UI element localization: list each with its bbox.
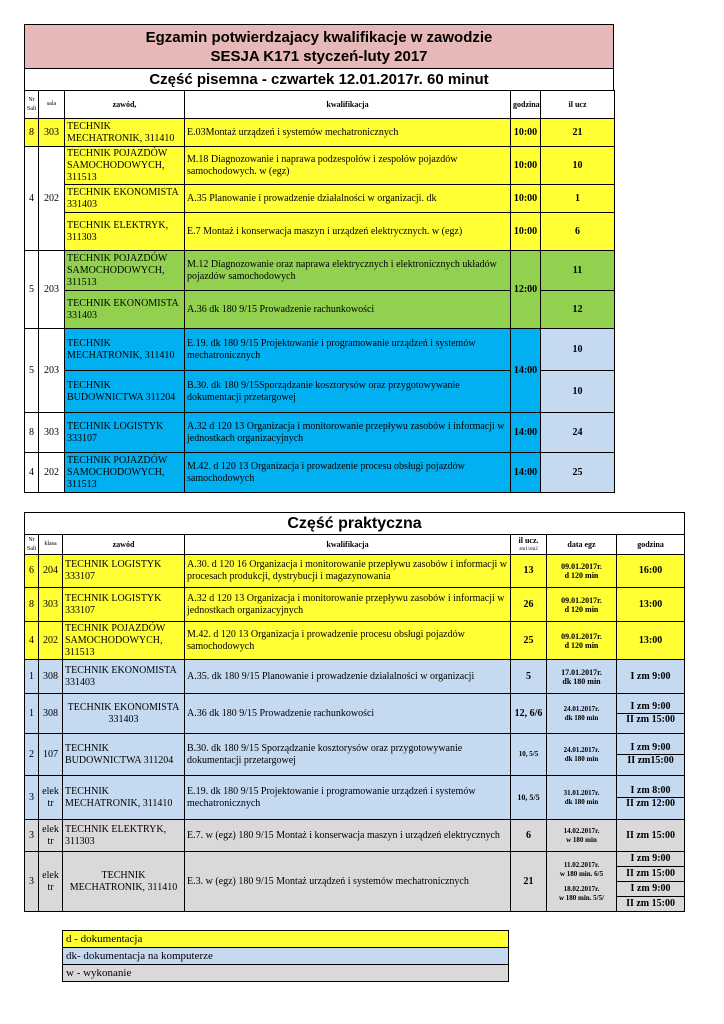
practical-table bbox=[24, 512, 685, 912]
klasa: 202 bbox=[39, 622, 63, 660]
data-egz-duration: dk 180 min bbox=[564, 713, 599, 722]
zawod: TECHNIK MECHATRONIK, 311410 bbox=[65, 329, 185, 371]
godzina: 10:00 bbox=[511, 213, 541, 251]
kwalifikacja: E.19. dk 180 9/15 Projektowanie i programowanie urządzeń i systemów mechatronicznych bbox=[185, 776, 511, 820]
godzina: 12:00 bbox=[511, 251, 541, 329]
zawod: TECHNIK BUDOWNICTWA 311204 bbox=[65, 371, 185, 413]
kwalifikacja: A.35. dk 180 9/15 Planowanie i prowadzenie działalności w organizacji bbox=[185, 660, 511, 694]
il-ucz: 10 bbox=[541, 147, 615, 185]
nr-sali: 1 bbox=[25, 694, 39, 734]
data-egz: 17.01.2017r. bbox=[561, 667, 602, 677]
kwalifikacja: B.30. dk 180 9/15 Sporządzanie kosztorysów oraz przygotowywanie dokumentacji przetargowej bbox=[185, 734, 511, 776]
godzina: 10:00 bbox=[511, 185, 541, 213]
godzina-zm1: I zm 8:00 bbox=[630, 785, 671, 796]
klasa: elektr bbox=[39, 820, 63, 852]
data-egz: 18.02.2017r. bbox=[563, 884, 600, 893]
sala: 202 bbox=[39, 147, 65, 251]
zawod: TECHNIK POJAZDÓW SAMOCHODOWYCH, 311513 bbox=[65, 147, 185, 185]
nr-sali: 5 bbox=[25, 251, 39, 329]
kwalifikacja: A.30. d 120 16 Organizacja i monitorowanie przepływu zasobów i informacji w procesach produkcji, dystrybucji i magazynowania bbox=[185, 555, 511, 588]
il-ucz: 11 bbox=[541, 251, 615, 291]
data-egz: 09.01.2017r. bbox=[561, 595, 602, 605]
legend bbox=[62, 930, 509, 982]
kwalifikacja: A.36 dk 180 9/15 Prowadzenie rachunkowości bbox=[185, 291, 511, 329]
data-egz-duration: w 180 min bbox=[566, 835, 597, 844]
practical-title: Część praktyczna bbox=[25, 513, 685, 535]
il-ucz: 12 bbox=[541, 291, 615, 329]
il-ucz: 1 bbox=[541, 185, 615, 213]
zawod: TECHNIK ELEKTRYK, 311303 bbox=[63, 820, 185, 852]
table-row bbox=[25, 147, 615, 185]
godzina: I zm 9:00 bbox=[617, 660, 685, 694]
godzina-zm2: II zm15:00 bbox=[617, 754, 684, 767]
kwalifikacja: B.30. dk 180 9/15Sporządzanie kosztorysów oraz przygotowywanie dokumentacji przetargowej bbox=[185, 371, 511, 413]
table-row bbox=[25, 251, 615, 291]
col-zawod: zawód bbox=[63, 535, 185, 555]
il-ucz: 21 bbox=[511, 852, 547, 912]
kwalifikacja: E.7. w (egz) 180 9/15 Montaż i konserwacja maszyn i urządzeń elektrycznych bbox=[185, 820, 511, 852]
nr-sali: 3 bbox=[25, 820, 39, 852]
table-row bbox=[25, 185, 615, 213]
written-title: Część pisemna - czwartek 12.01.2017r. 60 minut bbox=[25, 69, 614, 91]
godzina-zm1: I zm 9:00 bbox=[630, 701, 671, 712]
table-row bbox=[25, 329, 615, 371]
zawod: TECHNIK MECHATRONIK, 311410 bbox=[65, 119, 185, 147]
data-egz-duration: w 180 min. 6/5 bbox=[559, 869, 604, 878]
zawod: TECHNIK POJAZDÓW SAMOCHODOWYCH, 311513 bbox=[63, 622, 185, 660]
sala: 203 bbox=[39, 329, 65, 413]
data-egz: 11.02.2017r. bbox=[563, 860, 600, 869]
legend-item: dk- dokumentacja na komputerze bbox=[63, 948, 509, 965]
kwalifikacja: A.36 dk 180 9/15 Prowadzenie rachunkowości bbox=[185, 694, 511, 734]
kwalifikacja: E.7 Montaż i konserwacja maszyn i urządzeń elektrycznych. w (egz) bbox=[185, 213, 511, 251]
nr-sali: 6 bbox=[25, 555, 39, 588]
kwalifikacja: M.18 Diagnozowanie i naprawa podzespołów i zespołów pojazdów samochodowych. w (egz) bbox=[185, 147, 511, 185]
sala: 303 bbox=[39, 119, 65, 147]
data-egz-duration: d 120 min bbox=[564, 640, 599, 650]
nr-sali: 4 bbox=[25, 453, 39, 493]
nr-sali: 3 bbox=[25, 852, 39, 912]
data-egz-duration: dk 180 min bbox=[564, 754, 599, 763]
col-godzina: godzina bbox=[511, 91, 541, 119]
data-egz: 24.01.2017r. bbox=[563, 704, 600, 713]
zawod: TECHNIK EKONOMISTA 331403 bbox=[63, 660, 185, 694]
data-egz: 24.01.2017r. bbox=[563, 745, 600, 754]
data-egz: 09.01.2017r. bbox=[561, 631, 602, 641]
klasa: 308 bbox=[39, 694, 63, 734]
kwalifikacja: A.32 d 120 13 Organizacja i monitorowanie przepływu zasobów i informacji w jednostkach organizacyjnych bbox=[185, 588, 511, 622]
kwalifikacja: M.42. d 120 13 Organizacja i prowadzenie procesu obsługi pojazdów samochodowych bbox=[185, 453, 511, 493]
godzina-zm1: I zm 9:00 bbox=[617, 881, 684, 896]
godzina: 14:00 bbox=[511, 413, 541, 453]
legend-item: w - wykonanie bbox=[63, 965, 509, 982]
table-row bbox=[25, 588, 685, 622]
written-table bbox=[24, 90, 615, 493]
godzina: 13:00 bbox=[617, 588, 685, 622]
practical-header-row bbox=[25, 535, 685, 555]
col-godzina: godzina bbox=[617, 535, 685, 555]
nr-sali: 8 bbox=[25, 588, 39, 622]
il-ucz: 10, 5/5 bbox=[511, 734, 547, 776]
col-kwalifikacja: kwalifikacja bbox=[185, 535, 511, 555]
nr-sali: 1 bbox=[25, 660, 39, 694]
data-egz: 31.01.2017r. bbox=[563, 788, 600, 797]
kwalifikacja: E.03Montaż urządzeń i systemów mechatronicznych bbox=[185, 119, 511, 147]
data-egz-duration: dk 180 min bbox=[562, 676, 601, 686]
zawod: TECHNIK BUDOWNICTWA 311204 bbox=[63, 734, 185, 776]
il-ucz: 10 bbox=[541, 371, 615, 413]
il-ucz: 24 bbox=[541, 413, 615, 453]
table-row bbox=[25, 852, 685, 912]
title-block bbox=[24, 24, 614, 91]
il-ucz: 5 bbox=[511, 660, 547, 694]
legend-item: d - dokumentacja bbox=[63, 931, 509, 948]
table-row bbox=[25, 776, 685, 820]
godzina-zm2: II zm 12:00 bbox=[617, 797, 684, 810]
godzina: 16:00 bbox=[617, 555, 685, 588]
title-line-2: SESJA K171 styczeń-luty 2017 bbox=[210, 47, 428, 65]
zawod: TECHNIK LOGISTYK 333107 bbox=[65, 413, 185, 453]
godzina-zm1: I zm 9:00 bbox=[630, 742, 671, 753]
godzina-zm2: II zm 15:00 bbox=[617, 896, 684, 911]
godzina: 13:00 bbox=[617, 622, 685, 660]
table-row bbox=[25, 413, 615, 453]
il-ucz: 6 bbox=[541, 213, 615, 251]
godzina: II zm 15:00 bbox=[617, 820, 685, 852]
table-row bbox=[25, 694, 685, 734]
il-ucz: 13 bbox=[511, 555, 547, 588]
godzina: 10:00 bbox=[511, 147, 541, 185]
il-ucz: 25 bbox=[541, 453, 615, 493]
col-il-ucz: il ucz bbox=[541, 91, 615, 119]
nr-sali: 5 bbox=[25, 329, 39, 413]
godzina-zm1: I zm 9:00 bbox=[630, 853, 671, 864]
klasa: 303 bbox=[39, 588, 63, 622]
kwalifikacja: E.3. w (egz) 180 9/15 Montaż urządzeń i systemów mechatronicznych bbox=[185, 852, 511, 912]
table-row bbox=[25, 213, 615, 251]
zawod: TECHNIK POJAZDÓW SAMOCHODOWYCH, 311513 bbox=[65, 251, 185, 291]
title-line-1: Egzamin potwierdzajacy kwalifikacje w zawodzie bbox=[145, 28, 493, 46]
nr-sali: 8 bbox=[25, 119, 39, 147]
sala: 303 bbox=[39, 413, 65, 453]
col-il-ucz-sub: zm1/zm2 bbox=[519, 546, 538, 552]
col-nr-sali: Nr Sali bbox=[25, 535, 39, 555]
written-header-row bbox=[25, 91, 615, 119]
table-row bbox=[25, 820, 685, 852]
data-egz-duration: d 120 min bbox=[564, 604, 599, 614]
kwalifikacja: E.19. dk 180 9/15 Projektowanie i programowanie urządzeń i systemów mechatronicznych bbox=[185, 329, 511, 371]
nr-sali: 3 bbox=[25, 776, 39, 820]
zawod: TECHNIK EKONOMISTA 331403 bbox=[63, 694, 185, 734]
table-row bbox=[25, 555, 685, 588]
col-klasa: klasa bbox=[39, 535, 63, 555]
zawod: TECHNIK EKONOMISTA 331403 bbox=[65, 291, 185, 329]
zawod: TECHNIK ELEKTRYK, 311303 bbox=[65, 213, 185, 251]
table-row bbox=[25, 453, 615, 493]
godzina: 10:00 bbox=[511, 119, 541, 147]
zawod: TECHNIK LOGISTYK 333107 bbox=[63, 555, 185, 588]
data-egz: 09.01.2017r. bbox=[561, 562, 602, 571]
nr-sali: 4 bbox=[25, 147, 39, 251]
zawod: TECHNIK LOGISTYK 333107 bbox=[63, 588, 185, 622]
data-egz: 14.02.2017r. bbox=[563, 826, 600, 835]
godzina-zm2: II zm 15:00 bbox=[617, 713, 684, 726]
godzina: 14:00 bbox=[511, 329, 541, 413]
nr-sali: 8 bbox=[25, 413, 39, 453]
col-sala: sala bbox=[39, 91, 65, 119]
klasa: 107 bbox=[39, 734, 63, 776]
zawod: TECHNIK MECHATRONIK, 311410 bbox=[63, 776, 185, 820]
kwalifikacja: A.35 Planowanie i prowadzenie działalności w organizacji. dk bbox=[185, 185, 511, 213]
sala: 203 bbox=[39, 251, 65, 329]
col-nr-sali: Nr Sali bbox=[25, 91, 39, 119]
godzina: 14:00 bbox=[511, 453, 541, 493]
sala: 202 bbox=[39, 453, 65, 493]
table-row bbox=[25, 660, 685, 694]
col-data: data egz bbox=[547, 535, 617, 555]
klasa: elektr bbox=[39, 852, 63, 912]
table-row bbox=[25, 622, 685, 660]
il-ucz: 6 bbox=[511, 820, 547, 852]
col-kwalifikacja: kwalifikacja bbox=[185, 91, 511, 119]
data-egz-duration: dk 180 min bbox=[564, 797, 599, 806]
klasa: elektr bbox=[39, 776, 63, 820]
il-ucz: 12, 6/6 bbox=[511, 694, 547, 734]
data-egz-duration: d 120 min bbox=[564, 571, 599, 580]
nr-sali: 2 bbox=[25, 734, 39, 776]
table-row bbox=[25, 119, 615, 147]
nr-sali: 4 bbox=[25, 622, 39, 660]
zawod: TECHNIK MECHATRONIK, 311410 bbox=[63, 852, 185, 912]
table-row bbox=[25, 734, 685, 776]
il-ucz: 25 bbox=[511, 622, 547, 660]
kwalifikacja: M.12 Diagnozowanie oraz naprawa elektrycznych i elektronicznych układów pojazdów samochodowych bbox=[185, 251, 511, 291]
il-ucz: 26 bbox=[511, 588, 547, 622]
col-il-ucz: il ucz. bbox=[518, 535, 539, 545]
zawod: TECHNIK EKONOMISTA 331403 bbox=[65, 185, 185, 213]
il-ucz: 10 bbox=[541, 329, 615, 371]
kwalifikacja: M.42. d 120 13 Organizacja i prowadzenie procesu obsługi pojazdów samochodowych bbox=[185, 622, 511, 660]
col-zawod: zawód, bbox=[65, 91, 185, 119]
klasa: 308 bbox=[39, 660, 63, 694]
kwalifikacja: A.32 d 120 13 Organizacja i monitorowanie przepływu zasobów i informacji w jednostkach organizacyjnych bbox=[185, 413, 511, 453]
il-ucz: 21 bbox=[541, 119, 615, 147]
il-ucz: 10, 5/5 bbox=[511, 776, 547, 820]
godzina-zm2: II zm 15:00 bbox=[617, 866, 684, 881]
klasa: 204 bbox=[39, 555, 63, 588]
data-egz-duration: w 180 min. 5/5/ bbox=[558, 893, 605, 902]
zawod: TECHNIK POJAZDÓW SAMOCHODOWYCH, 311513 bbox=[65, 453, 185, 493]
